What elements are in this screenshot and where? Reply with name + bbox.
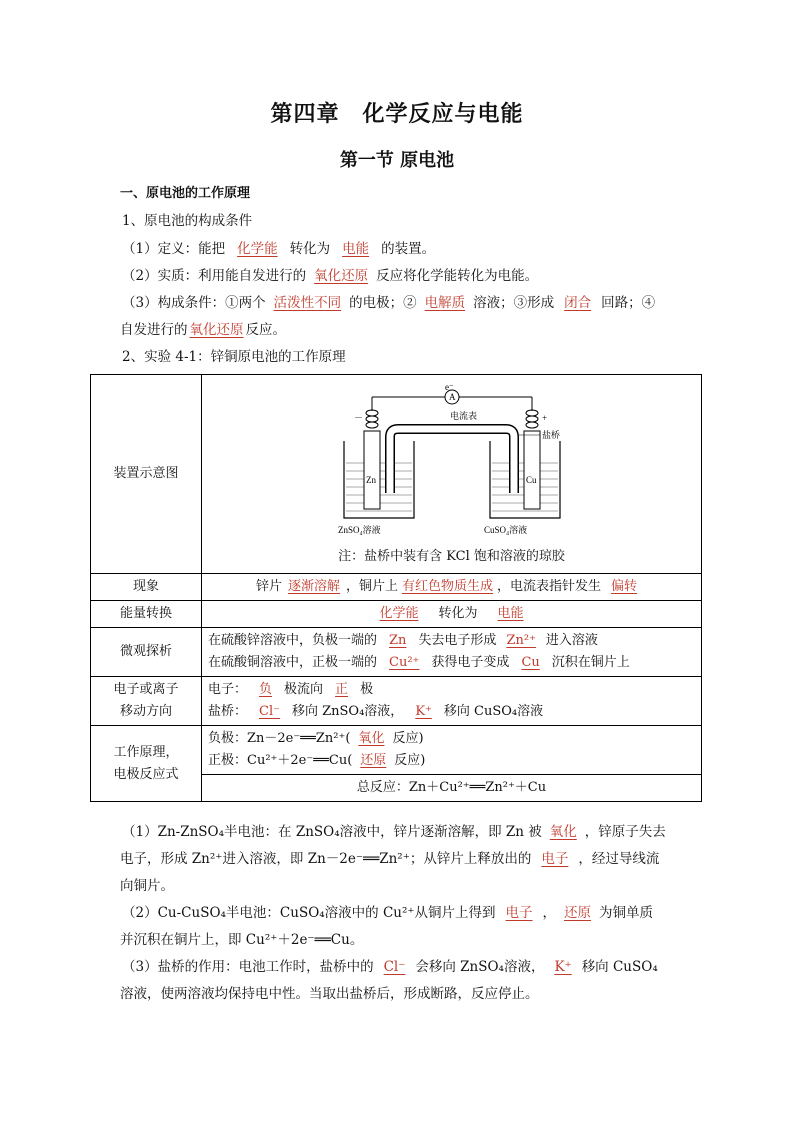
micro-cell: 在硫酸锌溶液中，负极一端的 Zn 失去电子形成 Zn²⁺ 进入溶液 在硫酸铜溶液中，正极一端的 Cu²⁺ 获得电子变成 Cu 沉积在铜片上 [202, 628, 702, 677]
answer-blank: 化学能 [379, 606, 419, 621]
answer-blank: 氧化 [358, 731, 385, 746]
answer-blank: 闭合 [564, 295, 592, 311]
answer-blank: Zn²⁺ [506, 633, 536, 648]
answer-blank: 电子 [541, 851, 569, 867]
row-label: 现象 [91, 574, 202, 601]
note-3a: （3）盐桥的作用：电池工作时，盐桥中的 Cl⁻ 会移向 ZnSO₄溶液， K⁺ 移向 CuSO₄ [122, 959, 658, 975]
note-2a: （2）Cu-CuSO₄半电池：CuSO₄溶液中的 Cu²⁺从铜片上得到 电子 ， 还原 为铜单质 [122, 905, 654, 921]
answer-blank: 正 [335, 682, 349, 697]
plus-sign: + [541, 412, 547, 423]
answer-blank: 还原 [360, 753, 387, 768]
row-label: 能量转换 [91, 601, 202, 628]
answer-blank: 氧化 [549, 824, 577, 840]
note-1a: （1）Zn-ZnSO₄半电池：在 ZnSO₄溶液中，锌片逐渐溶解，即 Zn 被 氧化 ，锌原子失去 [122, 824, 666, 840]
answer-blank: 负 [259, 682, 273, 697]
answer-blank: K⁺ [554, 959, 572, 975]
note-3b: 溶液，使两溶液均保持电中性。当取出盐桥后，形成断路，反应停止。 [120, 986, 539, 1002]
essence-line: （2）实质：利用能自发进行的 氧化还原 反应将化学能转化为电能。 [122, 268, 539, 284]
ammeter-symbol: A [448, 391, 455, 402]
diagram-note: 注：盐桥中装有含 KCl 饱和溶液的琼胶 [338, 548, 565, 564]
definition-line: （1）定义：能把 化学能 转化为 电能 的装置。 [122, 241, 436, 257]
meter-label: 电流表 [449, 410, 477, 421]
answer-blank: K⁺ [415, 704, 432, 719]
note-1b: 电子，形成 Zn²⁺进入溶液，即 Zn－2e⁻══Zn²⁺；从锌片上释放出的 电子 ，经过导线流 [120, 851, 660, 867]
item-conditions: 1、原电池的构成条件 [122, 213, 253, 229]
section-title: 第一节 原电池 [339, 150, 455, 171]
experiment-table [90, 374, 702, 802]
answer-blank: Cl⁻ [259, 704, 280, 719]
answer-blank: 活泼性不同 [273, 295, 342, 311]
note-1c: 向铜片。 [120, 878, 174, 894]
answer-blank: 还原 [564, 905, 592, 921]
salt-bridge-label: 盐桥 [541, 429, 560, 440]
zn-electrode-label: Zn [365, 474, 376, 485]
answer-blank: 化学能 [237, 241, 278, 257]
electron-label: e⁻ [444, 382, 454, 392]
answer-blank: 有红色物质生成 [402, 579, 494, 594]
movement-cell: 电子： 负 极流向 正 极 盐桥： Cl⁻ 移向 ZnSO₄溶液， K⁺ 移向 CuSO₄溶液 [202, 677, 702, 726]
answer-blank: 电能 [497, 606, 524, 621]
answer-blank: Zn [389, 633, 407, 648]
answer-blank: 氧化还原 [189, 322, 244, 338]
minus-sign: － [353, 412, 363, 423]
answer-blank: 逐渐溶解 [287, 579, 340, 594]
answer-blank: Cu [521, 655, 540, 670]
heading-principle: 一、原电池的工作原理 [120, 186, 251, 201]
conditions-line-2: 自发进行的 氧化还原 反应。 [120, 322, 286, 338]
note-2b: 并沉积在铜片上，即 Cu²⁺＋2e⁻══Cu。 [120, 932, 364, 948]
answer-blank: 电能 [342, 241, 370, 257]
answer-blank: 电解质 [424, 295, 466, 311]
total-reaction-cell: 总反应：Zn＋Cu²⁺══Zn²⁺＋Cu [202, 775, 702, 802]
answer-blank: 电子 [505, 905, 533, 921]
znso4-label: ZnSO₄溶液 [337, 524, 381, 535]
row-label: 微观探析 [91, 628, 202, 677]
electrode-cell: 负极：Zn－2e⁻══Zn²⁺( 氧化 反应) 正极：Cu²⁺＋2e⁻══Cu( 还原 反应) [202, 726, 702, 775]
answer-blank: 偏转 [611, 579, 638, 594]
galvanic-cell-diagram [332, 383, 572, 541]
answer-blank: Cu²⁺ [389, 655, 420, 670]
diagram-cell [202, 375, 702, 574]
phenomenon-cell: 锌片 逐渐溶解 ，铜片上 有红色物质生成 ，电流表指针发生 偏转 [202, 574, 702, 601]
chapter-title: 第四章 化学反应与电能 [270, 101, 524, 127]
row-label: 工作原理， 电极反应式 [91, 726, 202, 802]
answer-blank: 氧化还原 [314, 268, 369, 284]
row-label: 电子或离子 移动方向 [91, 677, 202, 726]
energy-cell: 化学能 转化为 电能 [202, 601, 702, 628]
row-label: 装置示意图 [91, 375, 202, 574]
cuso4-label: CuSO₄溶液 [483, 524, 527, 535]
answer-blank: Cl⁻ [383, 959, 406, 975]
conditions-line: （3）构成条件：①两个 活泼性不同 的电极；② 电解质 溶液；③形成 闭合 回路；④ [122, 295, 656, 311]
item-experiment: 2、实验 4-1：锌铜原电池的工作原理 [122, 349, 346, 365]
cu-electrode-label: Cu [525, 474, 537, 485]
